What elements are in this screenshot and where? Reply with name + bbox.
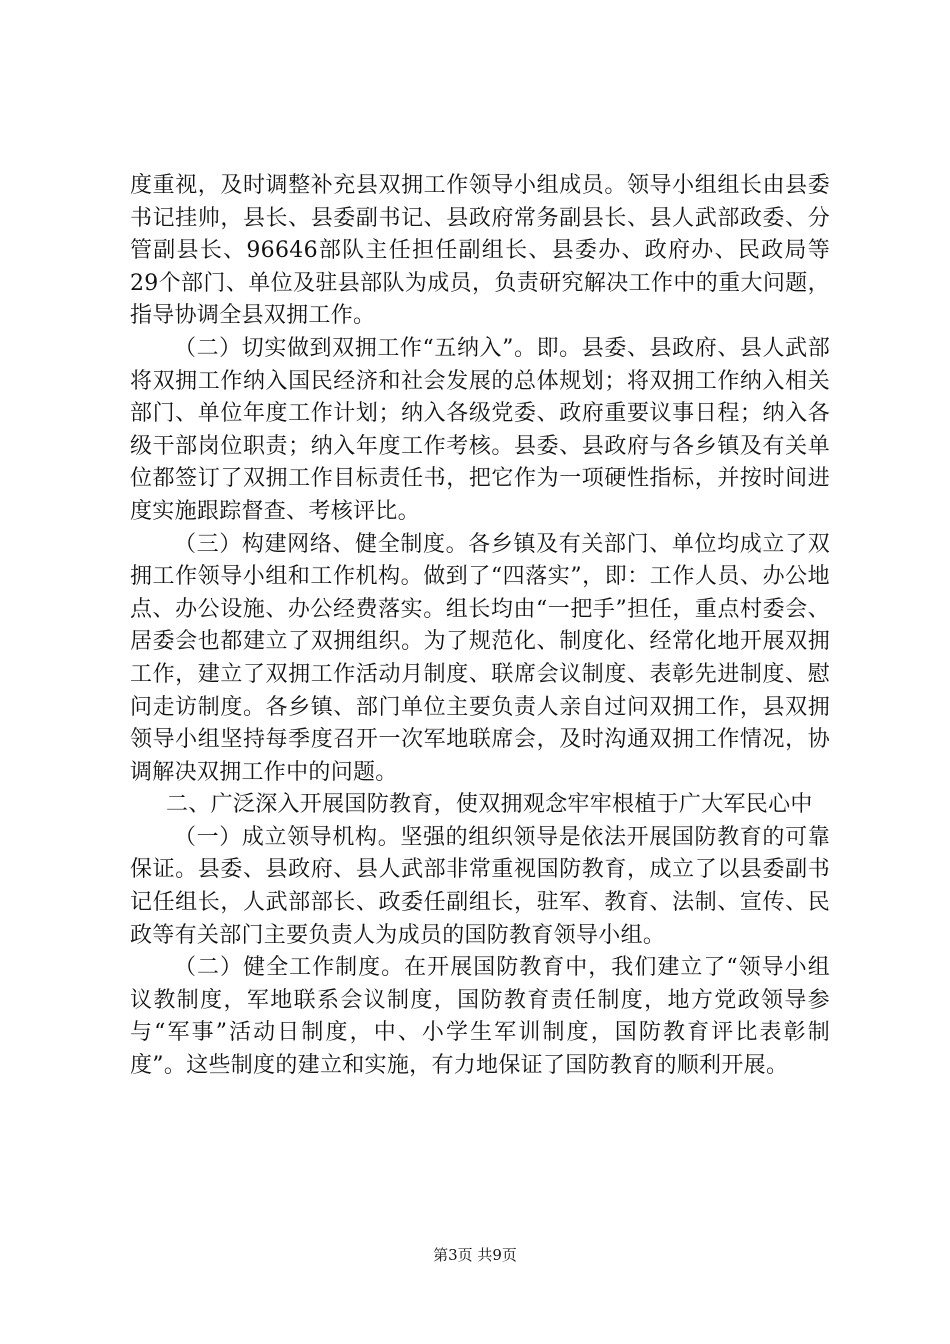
document-body — [130, 170, 830, 1083]
paragraph-work-system: （二）健全工作制度。在开展国防教育中，我们建立了“领导小组议教制度，军地联系会议制度，国防教育责任制度，地方党政领导参与“军事”活动日制度，中、小学生军训制度，国防教育评比表彰制度”。这些制度的建立和实施，有力地保证了国防教育的顺利开展。 — [130, 955, 830, 1079]
paragraph-five-inclusions: （二）切实做到双拥工作“五纳入”。即。县委、县政府、县人武部将双拥工作纳入国民经济和社会发展的总体规划；将双拥工作纳入相关部门、单位年度工作计划；纳入各级党委、政府重要议事日程；纳入各级干部岗位职责；纳入年度工作考核。县委、县政府与各乡镇及有关单位都签订了双拥工作目标责任书，把它作为一项硬性指标，并按时间进度实施跟踪督查、考核评比。 — [130, 335, 830, 524]
section-heading-defense-education: 二、广泛深入开展国防教育，使双拥观念牢牢根植于广大军民心中 — [166, 792, 813, 818]
paragraph-leadership-body: （一）成立领导机构。坚强的组织领导是依法开展国防教育的可靠保证。县委、县政府、县人武部非常重视国防教育，成立了以县委副书记任组长，人武部部长、政委任副组长，驻军、教育、法制、宣传、民政等有关部门主要负责人为成员的国防教育领导小组。 — [130, 824, 830, 948]
page-number-footer: 第3页 共9页 — [433, 1246, 517, 1264]
paragraph-network-system: （三）构建网络、健全制度。各乡镇及有关部门、单位均成立了双拥工作领导小组和工作机构。做到了“四落实”，即：工作人员、办公地点、办公设施、办公经费落实。组长均由“一把手”担任，重点村委会、居委会也都建立了双拥组织。为了规范化、制度化、经常化地开展双拥工作，建立了双拥工作活动月制度、联席会议制度、表彰先进制度、慰问走访制度。各乡镇、部门单位主要负责人亲自过问双拥工作，县双拥领导小组坚持每季度召开一次军地联席会，及时沟通双拥工作情况，协调解决双拥工作中的问题。 — [130, 531, 830, 785]
paragraph-continued: 度重视，及时调整补充县双拥工作领导小组成员。领导小组组长由县委书记挂帅，县长、县委副书记、县政府常务副县长、县人武部政委、分管副县长、96646部队主任担任副组长、县委办、政府办、民政局等29个部门、单位及驻县部队为成员，负责研究解决工作中的重大问题，指导协调全县双拥工作。 — [130, 173, 830, 329]
